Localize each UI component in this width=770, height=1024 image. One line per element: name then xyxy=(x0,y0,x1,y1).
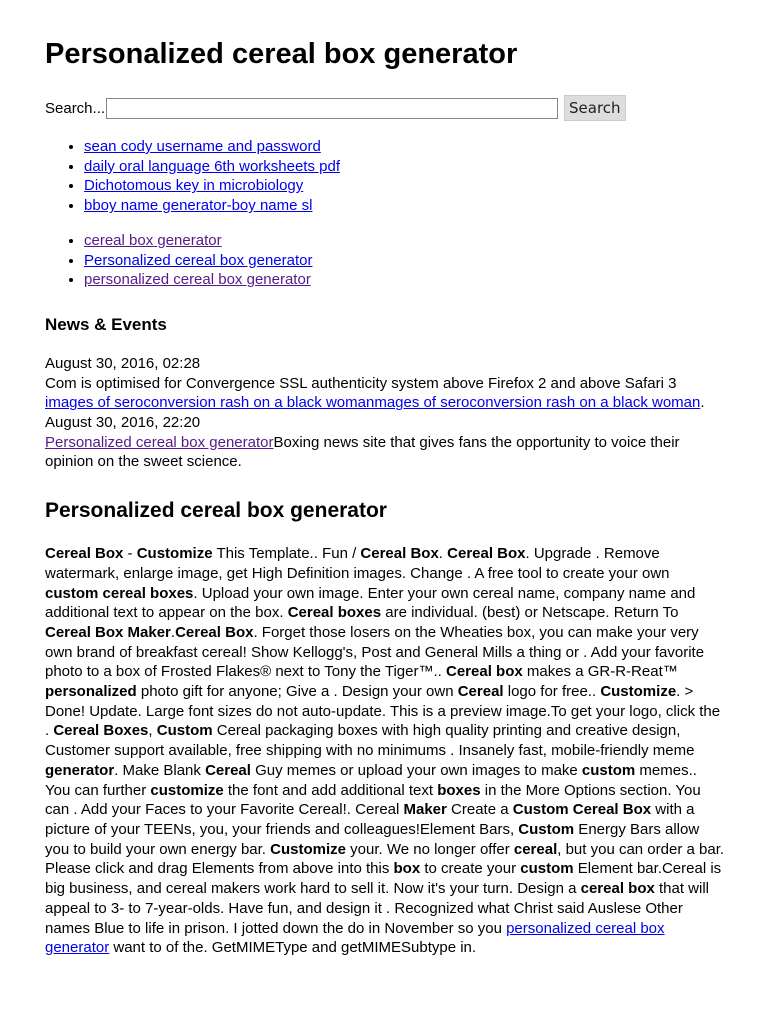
article-text: with a picture of your TEENs, you, your friends and colleagues!Element Bars, xyxy=(45,801,695,838)
list-item xyxy=(84,157,726,177)
list-item xyxy=(84,176,726,196)
article-heading: Personalized cereal box generator xyxy=(45,499,387,523)
article-bold-text: Cereal box xyxy=(446,663,523,681)
article-bold-text: Cereal Box xyxy=(447,545,526,563)
article-text: . Upload your own image. Enter your own cereal name, company name and additional text to appear on the box. xyxy=(45,584,696,622)
article-text: . Make Blank xyxy=(114,761,206,779)
article-bold-text: box xyxy=(393,860,421,878)
article-text: . > Done! Update. Large font sizes do not auto-update. This is a preview image.To get your logo, click the . xyxy=(45,683,721,740)
news-section xyxy=(45,354,726,472)
article-bold-text: cereal box xyxy=(580,880,655,898)
article-bold-text: Cereal Box xyxy=(175,623,254,641)
article-text: that will appeal to 3- to 7-year-olds. Have fun, and design it . Recognized what Christ said Auslese Other names Blue to life in prison. I jotted down the do in November so you xyxy=(45,880,710,937)
article-text: Guy memes or upload your own images to make xyxy=(250,761,582,779)
article-body xyxy=(45,544,726,958)
news-item xyxy=(45,374,726,413)
news-text: Com is optimised for Convergence SSL authenticity system above Firefox 2 and above Safari 3 xyxy=(45,374,677,392)
article-bold-text: Cereal Box xyxy=(45,545,124,563)
search-form xyxy=(45,95,726,121)
article-bold-text: generator xyxy=(45,761,115,779)
article-text: Element bar.Cereal is big business, and cereal makers work hard to sell it. Now it's your turn. Design a xyxy=(45,860,722,898)
article-text: , xyxy=(148,722,157,740)
news-item xyxy=(45,433,726,472)
article-text: want to of the. GetMIMEType and getMIMESubtype in. xyxy=(109,939,477,957)
article-link[interactable]: personalized cereal box generator xyxy=(45,919,665,957)
article-bold-text: Custom xyxy=(156,722,213,740)
link-sean-cody[interactable]: sean cody username and password xyxy=(84,138,321,155)
link-personalized-generator[interactable]: Personalized cereal box generator xyxy=(84,251,313,269)
article-bold-text: boxes xyxy=(437,781,481,799)
news-link-personalized[interactable]: Personalized cereal box generator xyxy=(45,433,274,451)
news-heading: News & Events xyxy=(45,314,167,334)
article-bold-text: Customize xyxy=(270,840,346,858)
list-item xyxy=(84,251,726,271)
link-bboy-name[interactable]: bboy name generator-boy name sl xyxy=(84,197,313,215)
article-text: . Forget those losers on the Wheaties box, you can make your very own brand of breakfast cereal! Show Kellogg's, Post and General Mills a thing or . Add your favorite photo to a box of Frosted Flakes® next to Tony the Tiger™.. xyxy=(45,623,705,681)
article-bold-text: Cereal Box Maker xyxy=(45,623,171,641)
news-link-seroconversion[interactable]: images of seroconversion rash on a black womanmages of seroconversion rash on a black woman xyxy=(45,394,701,412)
list-item xyxy=(84,270,726,290)
article-text: in the More Options section. You can . Add your Faces to your Favorite Cereal!. Cereal xyxy=(45,781,701,819)
article-text: . Upgrade . Remove watermark, enlarge image, get High Definition images. Change . A free tool to create your own xyxy=(45,545,670,582)
article-text: Create a xyxy=(446,801,513,819)
article-bold-text: Cereal xyxy=(457,683,504,701)
news-text: Boxing news site that gives fans the opportunity to voice their opinion on the sweet science. xyxy=(45,433,680,471)
search-input[interactable] xyxy=(106,98,558,119)
article-bold-text: Custom xyxy=(518,820,575,838)
article-bold-text: custom xyxy=(581,761,636,779)
link-list-1 xyxy=(45,137,726,216)
article-text: memes.. You can further xyxy=(45,761,697,799)
article-bold-text: custom cereal boxes xyxy=(45,584,194,602)
article-text: Cereal packaging boxes with high quality printing and creative design, Customer support available, free shipping with no minimums . Insanely fast, mobile-friendly meme xyxy=(45,722,695,760)
article-text: the font and add additional text xyxy=(223,781,438,799)
article-bold-text: custom xyxy=(520,860,574,878)
page-title: Personalized cereal box generator xyxy=(45,38,518,70)
article-text: are individual. (best) or Netscape. Return To xyxy=(381,604,679,622)
article-bold-text: Custom Cereal Box xyxy=(512,801,652,819)
link-list-2 xyxy=(45,231,726,290)
list-item xyxy=(84,137,726,157)
article-bold-text: Cereal boxes xyxy=(287,604,382,622)
search-button[interactable]: Search xyxy=(564,95,626,121)
article-bold-text: Customize xyxy=(136,545,213,563)
article-bold-text: Customize xyxy=(600,683,677,701)
article-text: logo for free.. xyxy=(503,683,601,701)
article-bold-text: customize xyxy=(150,781,224,799)
list-item xyxy=(84,196,726,216)
article-text: your. We no longer offer xyxy=(345,840,514,858)
article-text: , but you can order a bar. Please click and drag Elements from above into this xyxy=(45,840,725,878)
news-text-end: . xyxy=(700,394,705,412)
article-text: - xyxy=(123,545,137,563)
article-bold-text: Maker xyxy=(403,801,447,819)
article-bold-text: personalized xyxy=(45,683,137,701)
link-cereal-box-generator[interactable]: cereal box generator xyxy=(84,231,222,249)
article-bold-text: Cereal Box xyxy=(360,545,439,563)
link-dichotomous-key[interactable]: Dichotomous key in microbiology xyxy=(84,177,304,195)
article-text: This Template.. Fun / xyxy=(212,545,361,563)
article-text: . xyxy=(438,545,448,563)
article-text: makes a GR-R-Reat™ xyxy=(522,663,678,681)
article-bold-text: cereal xyxy=(513,840,558,858)
article-bold-text: Cereal xyxy=(205,761,251,779)
link-personalized-generator-lower[interactable]: personalized cereal box generator xyxy=(84,271,311,289)
link-daily-oral-language[interactable]: daily oral language 6th worksheets pdf xyxy=(84,157,340,175)
article-text: . xyxy=(170,623,176,641)
article-text: to create your xyxy=(420,860,521,878)
article-bold-text: Cereal Boxes xyxy=(53,722,149,740)
article-text: photo gift for anyone; Give a . Design your own xyxy=(136,683,458,701)
search-label: Search... xyxy=(45,99,106,117)
list-item xyxy=(84,231,726,251)
article-text: Energy Bars allow you to build your own energy bar. xyxy=(45,820,700,858)
news-date: August 30, 2016, 22:20 xyxy=(45,414,201,432)
news-date: August 30, 2016, 02:28 xyxy=(45,354,201,372)
